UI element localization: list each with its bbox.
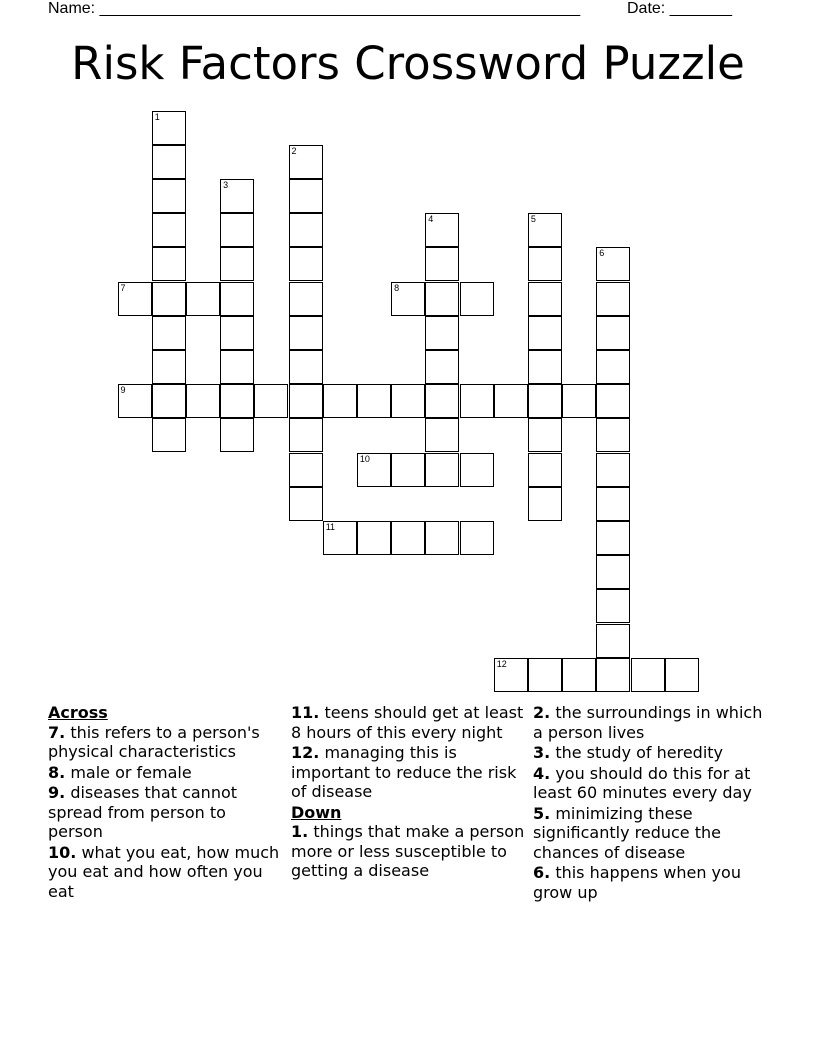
grid-cell[interactable] <box>220 213 254 247</box>
grid-cell[interactable] <box>289 316 323 350</box>
grid-cell[interactable] <box>152 145 186 179</box>
cell-number: 10 <box>359 453 370 464</box>
grid-cell[interactable] <box>665 658 699 692</box>
grid-cell[interactable] <box>152 282 186 316</box>
grid-cell[interactable] <box>289 418 323 452</box>
cell-number: 1 <box>154 111 160 122</box>
grid-cell[interactable] <box>220 384 254 418</box>
clues-column-2 <box>291 703 527 882</box>
grid-cell[interactable] <box>528 213 562 247</box>
clue-across-12 <box>291 743 527 802</box>
cell-number: 2 <box>291 145 297 156</box>
clue-number: 9. <box>48 783 66 802</box>
grid-cell[interactable] <box>596 282 630 316</box>
grid-cell[interactable] <box>596 350 630 384</box>
grid-cell[interactable] <box>152 179 186 213</box>
grid-cell[interactable] <box>323 384 357 418</box>
cell-number: 3 <box>223 179 229 190</box>
grid-cell[interactable] <box>596 453 630 487</box>
grid-cell[interactable] <box>289 453 323 487</box>
grid-cell[interactable] <box>220 418 254 452</box>
clue-number: 7. <box>48 722 66 742</box>
grid-cell[interactable] <box>289 247 323 281</box>
clue-text: diseases that cannot spread from person to person <box>48 783 238 841</box>
grid-cell[interactable] <box>425 350 459 384</box>
grid-cell[interactable] <box>152 350 186 384</box>
grid-cell[interactable] <box>596 247 630 281</box>
cell-number: 11 <box>325 521 336 532</box>
cell-number: 7 <box>120 282 126 293</box>
grid-cell[interactable] <box>528 487 562 521</box>
clue-number: 1. <box>291 822 309 841</box>
grid-cell[interactable] <box>220 179 254 213</box>
clue-number: 2. <box>533 703 551 722</box>
grid-cell[interactable] <box>596 487 630 521</box>
clue-across-10 <box>48 843 280 902</box>
date-field-label: Date: _______ <box>627 0 732 17</box>
grid-cell[interactable] <box>186 282 220 316</box>
grid-cell[interactable] <box>460 453 494 487</box>
grid-cell[interactable] <box>289 179 323 213</box>
clue-across-7 <box>48 723 280 762</box>
grid-cell[interactable] <box>425 384 459 418</box>
grid-cell[interactable] <box>391 453 425 487</box>
clue-number: 12. <box>291 743 320 762</box>
grid-cell[interactable] <box>425 521 459 555</box>
grid-cell[interactable] <box>289 350 323 384</box>
cell-number: 9 <box>120 385 126 396</box>
grid-cell[interactable] <box>596 521 630 555</box>
grid-cell[interactable] <box>596 418 630 452</box>
clue-number: 8. <box>48 762 66 782</box>
clue-text: things that make a person more or less susceptible to getting a disease <box>291 822 525 880</box>
grid-cell[interactable] <box>186 384 220 418</box>
grid-cell[interactable] <box>528 658 562 692</box>
cell-number: 6 <box>599 248 605 259</box>
clue-number: 6. <box>533 863 551 882</box>
grid-cell[interactable] <box>118 282 152 316</box>
clue-text: this refers to a person's physical characteristics <box>48 722 260 761</box>
clue-text: this happens when you grow up <box>533 863 741 902</box>
grid-cell[interactable] <box>596 384 630 418</box>
grid-cell[interactable] <box>494 658 528 692</box>
grid-cell[interactable] <box>494 384 528 418</box>
clue-text: minimizing these significantly reduce the chances of disease <box>533 803 721 862</box>
grid-cell[interactable] <box>596 658 630 692</box>
clue-across-8 <box>48 763 280 783</box>
grid-cell[interactable] <box>391 282 425 316</box>
down-heading: Down <box>291 802 342 822</box>
grid-cell[interactable] <box>152 316 186 350</box>
grid-cell[interactable] <box>357 521 391 555</box>
cell-number: 8 <box>394 282 400 293</box>
clue-number: 11. <box>291 703 320 722</box>
grid-cell[interactable] <box>425 247 459 281</box>
grid-cell[interactable] <box>289 282 323 316</box>
cell-number: 5 <box>530 214 536 225</box>
clue-down-6 <box>533 863 769 902</box>
grid-cell[interactable] <box>220 282 254 316</box>
grid-cell[interactable] <box>152 384 186 418</box>
grid-cell[interactable] <box>152 418 186 452</box>
clue-down-2 <box>533 703 769 742</box>
grid-cell[interactable] <box>289 213 323 247</box>
page-title: Risk Factors Crossword Puzzle <box>71 37 745 90</box>
clue-across-11 <box>291 703 527 742</box>
grid-cell[interactable] <box>289 145 323 179</box>
grid-cell[interactable] <box>152 213 186 247</box>
grid-cell[interactable] <box>528 384 562 418</box>
cell-number: 12 <box>496 658 507 669</box>
grid-cell[interactable] <box>357 384 391 418</box>
clues-column-1 <box>48 703 280 902</box>
grid-cell[interactable] <box>289 384 323 418</box>
grid-cell[interactable] <box>596 624 630 658</box>
clue-across-9 <box>48 783 280 842</box>
grid-cell[interactable] <box>596 589 630 623</box>
grid-cell[interactable] <box>254 384 288 418</box>
clue-number: 5. <box>533 803 551 823</box>
grid-cell[interactable] <box>562 384 596 418</box>
clue-number: 4. <box>533 763 551 783</box>
grid-cell[interactable] <box>528 453 562 487</box>
clues-column-3 <box>533 703 769 903</box>
name-field-label: Name: ______________________________________________________ <box>48 0 581 17</box>
grid-cell[interactable] <box>528 282 562 316</box>
clue-text: the study of heredity <box>555 743 724 762</box>
grid-cell[interactable] <box>152 247 186 281</box>
grid-cell[interactable] <box>596 555 630 589</box>
grid-cell[interactable] <box>425 316 459 350</box>
grid-cell[interactable] <box>460 521 494 555</box>
clue-text: teens should get at least 8 hours of this every night <box>291 703 524 742</box>
grid-cell[interactable] <box>391 384 425 418</box>
grid-cell[interactable] <box>562 658 596 692</box>
clue-number: 10. <box>48 842 77 862</box>
grid-cell[interactable] <box>460 282 494 316</box>
grid-cell[interactable] <box>118 384 152 418</box>
grid-cell[interactable] <box>391 521 425 555</box>
grid-cell[interactable] <box>425 213 459 247</box>
clue-text: what you eat, how much you eat and how often you eat <box>48 842 280 901</box>
grid-cell[interactable] <box>357 453 391 487</box>
grid-cell[interactable] <box>528 350 562 384</box>
clue-down-5 <box>533 804 769 863</box>
grid-cell[interactable] <box>323 521 357 555</box>
grid-cell[interactable] <box>220 316 254 350</box>
grid-cell[interactable] <box>460 384 494 418</box>
grid-cell[interactable] <box>425 453 459 487</box>
clue-text: you should do this for at least 60 minutes every day <box>533 763 752 802</box>
clue-text: managing this is important to reduce the risk of disease <box>291 743 517 801</box>
clue-down-1 <box>291 822 527 881</box>
grid-cell[interactable] <box>528 247 562 281</box>
grid-cell[interactable] <box>425 282 459 316</box>
grid-cell[interactable] <box>289 487 323 521</box>
clue-number: 3. <box>533 743 551 762</box>
grid-cell[interactable] <box>220 350 254 384</box>
grid-cell[interactable] <box>152 111 186 145</box>
grid-cell[interactable] <box>631 658 665 692</box>
clue-text: male or female <box>70 762 192 782</box>
grid-cell[interactable] <box>528 418 562 452</box>
clue-down-4 <box>533 764 769 803</box>
grid-cell[interactable] <box>425 418 459 452</box>
grid-cell[interactable] <box>220 247 254 281</box>
grid-cell[interactable] <box>596 316 630 350</box>
across-heading: Across <box>48 703 108 722</box>
clue-text: the surroundings in which a person lives <box>533 703 763 742</box>
clue-down-3 <box>533 743 769 763</box>
cell-number: 4 <box>428 214 434 225</box>
grid-cell[interactable] <box>528 316 562 350</box>
